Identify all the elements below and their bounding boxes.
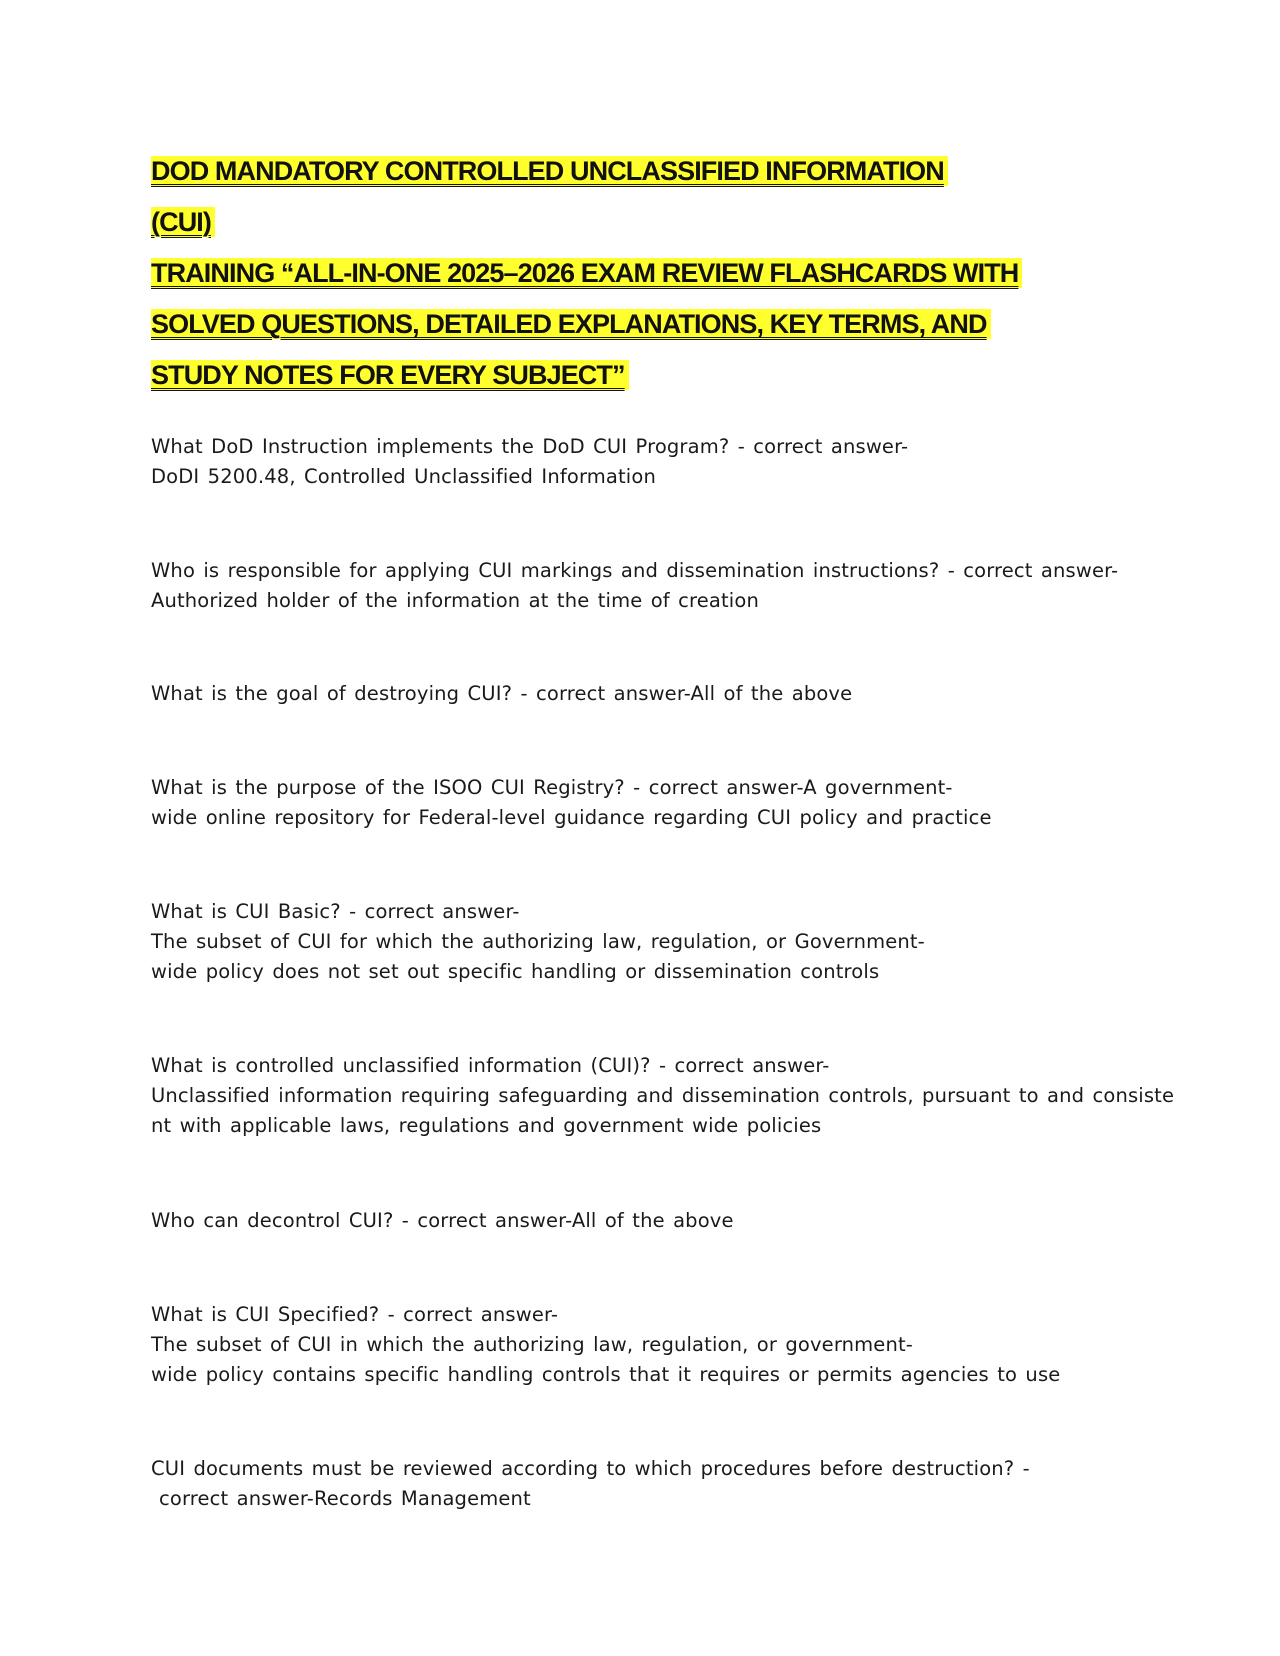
answer-text: DoDI 5200.48, Controlled Unclassified Information [151, 465, 656, 488]
answer-text: The subset of CUI in which the authorizing law, regulation, or government- [151, 1333, 913, 1356]
document-title [151, 146, 1151, 401]
qa-item [151, 897, 1161, 987]
question-text: What is CUI Specified? - correct answer- [151, 1303, 559, 1326]
title-line: TRAINING “ALL-IN-ONE 2025–2026 EXAM REVIEW FLASHCARDS WITH [151, 248, 1151, 299]
qa-item [151, 773, 1161, 833]
answer-text: Authorized holder of the information at the time of creation [151, 589, 759, 612]
question-text: CUI documents must be reviewed according to which procedures before destruction? - [151, 1457, 1030, 1480]
answer-text: wide policy does not set out specific handling or dissemination controls [151, 960, 880, 983]
qa-item [151, 556, 1161, 616]
qa-item [151, 1454, 1161, 1514]
question-text: What is CUI Basic? - correct answer- [151, 900, 520, 923]
question-text: What is the goal of destroying CUI? - correct answer-All of the above [151, 682, 853, 705]
answer-text: correct answer-Records Management [159, 1487, 531, 1510]
answer-text: wide online repository for Federal-level guidance regarding CUI policy and practice [151, 806, 992, 829]
answer-text: wide policy contains specific handling controls that it requires or permits agencies to use [151, 1363, 1061, 1386]
title-line: STUDY NOTES FOR EVERY SUBJECT” [151, 350, 1151, 401]
question-text: What is controlled unclassified information (CUI)? - correct answer- [151, 1054, 830, 1077]
answer-text: The subset of CUI for which the authorizing law, regulation, or Government- [151, 930, 925, 953]
question-text: What DoD Instruction implements the DoD CUI Program? - correct answer- [151, 435, 909, 458]
answer-text: Unclassified information requiring safeguarding and dissemination controls, pursuant to and consiste [151, 1084, 1175, 1107]
question-text: What is the purpose of the ISOO CUI Registry? - correct answer-A government- [151, 776, 953, 799]
qa-item [151, 432, 1161, 492]
question-text: Who is responsible for applying CUI markings and dissemination instructions? - correct answer- [151, 559, 1119, 582]
question-text: Who can decontrol CUI? - correct answer-All of the above [151, 1209, 734, 1232]
title-line: DOD MANDATORY CONTROLLED UNCLASSIFIED INFORMATION [151, 146, 1151, 197]
qa-item [151, 1206, 1161, 1236]
title-line: SOLVED QUESTIONS, DETAILED EXPLANATIONS, KEY TERMS, AND [151, 299, 1151, 350]
title-line: (CUI) [151, 197, 1151, 248]
qa-item [151, 1051, 1175, 1141]
qa-item [151, 679, 1161, 709]
answer-text: nt with applicable laws, regulations and government wide policies [151, 1114, 822, 1137]
qa-item [151, 1300, 1161, 1390]
